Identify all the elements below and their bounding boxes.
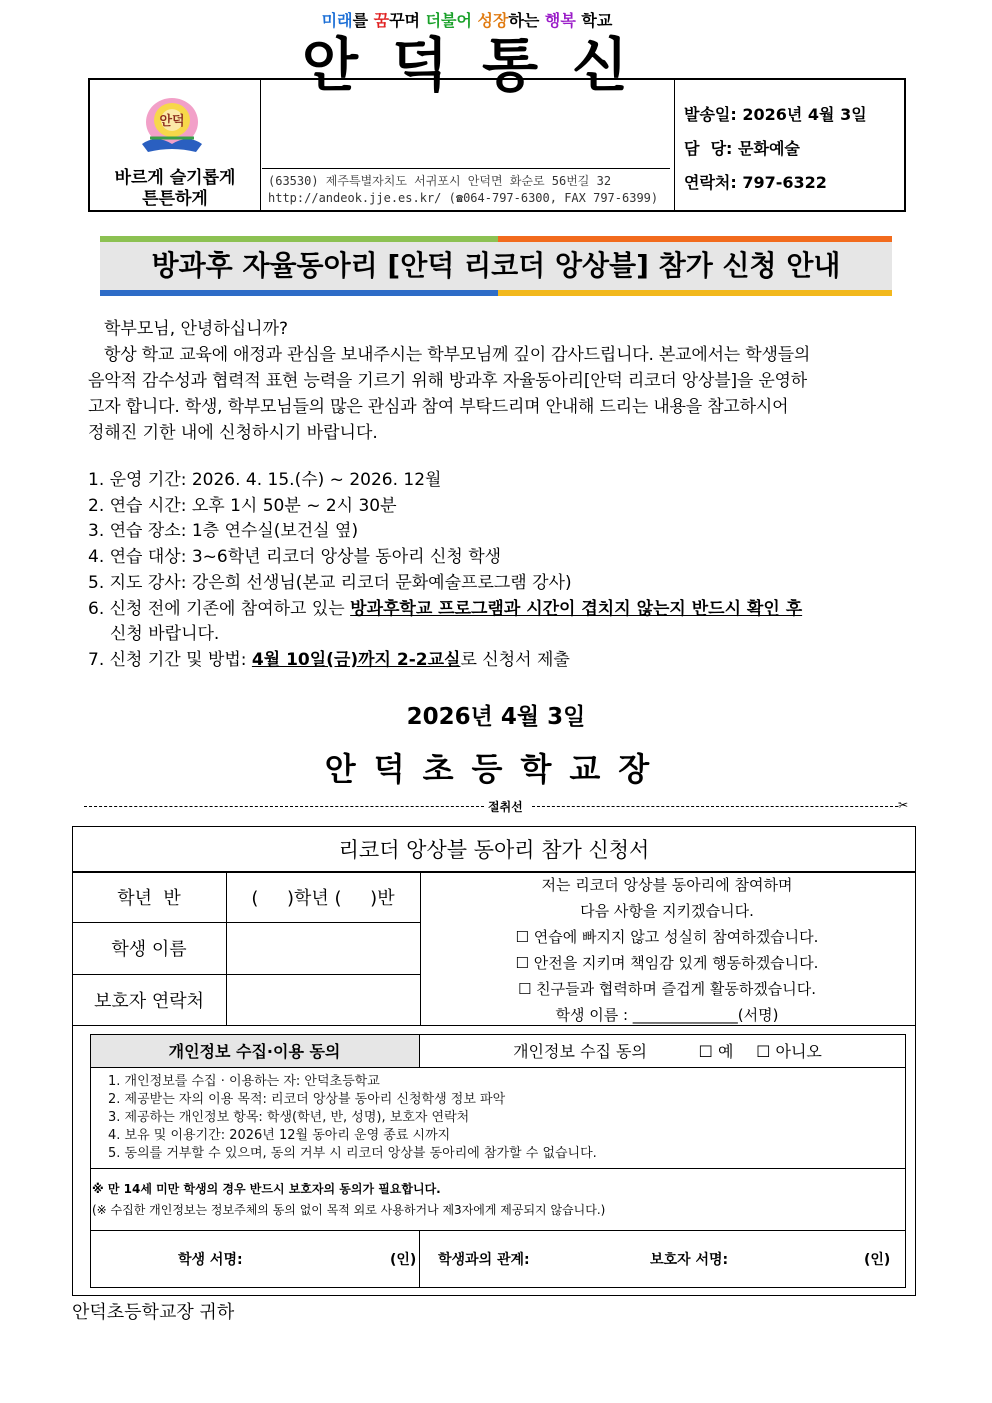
guardian-seal[interactable]: (인) — [864, 1252, 891, 1268]
item-time: 2. 연습 시간: 오후 1시 50분 ~ 2시 30분 — [88, 496, 397, 516]
header-divider — [674, 80, 675, 210]
student-name-label: 학생 이름 — [111, 939, 187, 960]
motto-part: 꾸며 — [389, 11, 426, 30]
intro-line: 항상 학교 교육에 애정과 관심을 보내주시는 학부모님께 깊이 감사드립니다. 본교에서는 학생들의 — [104, 345, 811, 365]
guardian-contact-field[interactable] — [226, 974, 420, 1025]
addressee: 안덕초등학교장 귀하 — [72, 1302, 235, 1323]
manager: 담 당: 문화예술 — [684, 139, 800, 158]
privacy-term: 5. 동의를 거부할 수 있으며, 동의 거부 시 리코더 앙상블 동아리에 참가할 수 없습니다. — [108, 1146, 597, 1161]
notice-third-party: (※ 수집한 개인정보는 정보주체의 동의 없이 목적 외로 사용하거나 제3자에게 제공되지 않습니다.) — [92, 1203, 606, 1217]
motto-part: 더불어 — [425, 11, 478, 30]
item-period: 1. 운영 기간: 2026. 4. 15.(수) ~ 2026. 12월 — [88, 470, 442, 490]
guardian-contact-label: 보호자 연락처 — [93, 990, 205, 1012]
newsletter-title: 안덕통신 — [301, 31, 663, 99]
privacy-term: 4. 보유 및 이용기간: 2026년 12월 동아리 운영 종료 시까지 — [108, 1128, 451, 1143]
privacy-consent-label: 개인정보 수집 동의 — [513, 1042, 647, 1061]
pledge-line: 다음 사항을 지키겠습니다. — [580, 902, 754, 920]
pledge-checkbox[interactable]: ☐ 안전을 지키며 책임감 있게 행동하겠습니다. — [515, 954, 819, 972]
slogan-line2: 튼튼하게 — [142, 189, 208, 209]
address-line: (63530) 제주특별자치도 서귀포시 안덕면 화순로 56번길 32 — [268, 174, 612, 188]
cut-line — [84, 798, 912, 814]
privacy-title: 개인정보 수집·이용 동의 — [168, 1042, 341, 1061]
item-check: 6. 신청 전에 기존에 참여하고 있는 방과후학교 프로그램과 시간이 겹치지 않는지 반드시 확인 후 — [88, 599, 803, 619]
pledge-checkbox[interactable]: ☐ 연습에 빠지지 않고 성실히 참여하겠습니다. — [515, 928, 819, 946]
title-banner — [100, 236, 892, 296]
pledge-line: 저는 리코더 앙상블 동아리에 참여하며 — [541, 876, 793, 894]
item-target: 4. 연습 대상: 3~6학년 리코더 앙상블 동아리 신청 학생 — [88, 547, 502, 567]
guardian-sign-label: 보호자 서명: — [650, 1252, 729, 1268]
motto-part: 미래 — [321, 11, 353, 30]
pledge-signature[interactable]: 학생 이름 : ______________(서명) — [555, 1006, 779, 1024]
issue-date: 2026년 4월 3일 — [406, 704, 586, 730]
relation-label: 학생과의 관계: — [438, 1252, 530, 1268]
school-slogan — [92, 168, 258, 210]
consent-no-checkbox[interactable]: ☐ 아니오 — [756, 1042, 822, 1061]
pledge-checkbox[interactable]: ☐ 친구들과 협력하며 즐겁게 활동하겠습니다. — [517, 980, 817, 998]
privacy-term: 2. 제공받는 자의 이용 목적: 리코더 앙상블 동아리 신청학생 정보 파악 — [108, 1092, 506, 1107]
motto-part: 꿈 — [373, 11, 390, 30]
intro-line: 음악적 감수성과 협력적 표현 능력을 기르기 위해 방과후 자율동아리[안덕 리코더 앙상블]을 운영하 — [88, 371, 807, 391]
form-title: 리코더 앙상블 동아리 참가 신청서 — [338, 838, 650, 862]
motto-part: 를 — [352, 11, 374, 30]
grade-class-label: 학년 반 — [117, 888, 181, 909]
send-date: 발송일: 2026년 4월 3일 — [684, 105, 867, 124]
motto-part: 학교 — [575, 11, 613, 30]
item-check-cont: 신청 바랍니다. — [110, 624, 220, 644]
principal-name: 안덕초등학교장 — [324, 750, 668, 788]
consent-yes-checkbox[interactable]: ☐ 예 — [698, 1042, 734, 1061]
item-apply: 7. 신청 기간 및 방법: 4월 10일(금)까지 2-2교실로 신청서 제출 — [88, 650, 570, 670]
notice-guardian-consent: ※ 만 14세 미만 학생의 경우 반드시 보호자의 동의가 필요합니다. — [92, 1182, 441, 1196]
greeting: 학부모님, 안녕하십니까? — [104, 319, 289, 339]
website-phone-line: http://andeok.jje.es.kr/ (☎064-797-6300, FAX 797-6399) — [268, 191, 659, 205]
school-logo — [136, 94, 208, 160]
student-name-field[interactable] — [226, 922, 420, 974]
motto-part: 하는 — [508, 11, 545, 30]
intro-line: 정해진 기한 내에 신청하시기 바랍니다. — [88, 423, 378, 443]
student-sign-label: 학생 서명: — [178, 1252, 243, 1268]
privacy-term: 3. 제공하는 개인정보 항목: 학생(학년, 반, 성명), 보호자 연락처 — [108, 1110, 470, 1125]
student-seal[interactable]: (인) — [390, 1252, 417, 1268]
privacy-term: 1. 개인정보를 수집 · 이용하는 자: 안덕초등학교 — [108, 1074, 380, 1089]
privacy-terms — [108, 1073, 597, 1163]
cut-label: 절취선 — [488, 800, 523, 814]
intro-line: 고자 합니다. 학생, 학부모님들의 많은 관심과 참여 부탁드리며 안내해 드리는 내용을 참고하시어 — [88, 397, 789, 417]
motto-part: 행복 — [544, 11, 576, 30]
grade-class-field[interactable]: ( )학년 ( )반 — [251, 888, 395, 909]
item-place: 3. 연습 장소: 1층 연수실(보건실 옆) — [88, 521, 359, 541]
contact: 연락처: 797-6322 — [684, 173, 827, 192]
motto-part: 성장 — [477, 11, 509, 30]
item-instructor: 5. 지도 강사: 강은희 선생님(본교 리코더 문화예술프로그램 강사) — [88, 573, 572, 593]
banner-title: 방과후 자율동아리 [안덕 리코더 앙상블] 참가 신청 안내 — [151, 249, 841, 282]
scissors-icon: ✂ — [898, 798, 909, 812]
school-address — [262, 168, 670, 212]
slogan-line1: 바르게 슬기롭게 — [114, 168, 236, 188]
logo-text: 안덕 — [159, 114, 185, 129]
pledge-block — [420, 872, 914, 1028]
